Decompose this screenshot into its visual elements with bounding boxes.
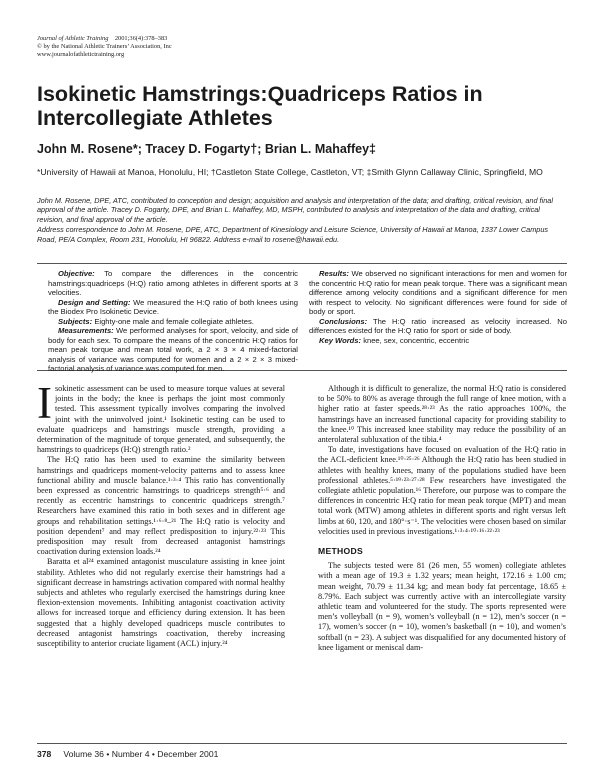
measurements-label: Measurements: xyxy=(58,326,114,335)
subjects-text: Eighty-one male and female collegiate athletes. xyxy=(94,316,254,326)
keywords-text: knee, sex, concentric, eccentric xyxy=(363,335,470,345)
contribution-notes xyxy=(37,196,567,245)
drop-cap: I xyxy=(37,378,52,428)
results-text: We observed no significant interactions for men and women for the concentric H:Q ratio for mean peak torque. There was a significant mean difference among velocity conditions and a significant difference for men with respect to velocity. No significant differences were found for side of body or sport. xyxy=(309,269,567,316)
page-number: 378 xyxy=(37,749,52,759)
journal-header xyxy=(37,35,172,59)
intro-paragraph-4: Although it is difficult to generalize, the normal H:Q ratio is considered to be 50% to 80% as average through the full range of knee motion, with a higher ratio at faster speeds.²⁸·²³ As the ratio approaches 100%, the hamstrings have an increased functional capacity for providing stability to the knee.¹⁰ This increased knee stability may reduce the possibility of an anterolateral subluxation of the tibia.⁴ xyxy=(318,384,566,445)
methods-paragraph-1: The subjects tested were 81 (26 men, 55 women) collegiate athletes with a mean age of 19.3 ± 1.32 years; mean height, 172.16 ± 1.00 cm; mean weight, 70.79 ± 11.34 kg; and mean body fat percentage, 18.65 ± 8.79%. Each subject was currently active with an intercollegiate varsity athletic team and volunteered for the study. The sports represented were men’s volleyball (n = 9), women’s volleyball (n = 12), men’s soccer (n = 17), women’s soccer (n = 10), women’s basketball (n = 10), and women’s softball (n = 23). A subject was disqualified for any documented history of knee ligament or meniscal dam- xyxy=(318,561,566,652)
body-right-column xyxy=(318,384,566,653)
abstract-results xyxy=(309,269,567,317)
body-left-column xyxy=(37,378,285,649)
contributions-statement: John M. Rosene, DPE, ATC, contributed to conception and design; acquisition and analysis and interpretation of the data; and drafting, critical revision, and final approval of the article. Tracey D. Fogarty, DPE, and Brian L. Mahaffey, MD, MSPH, contributed to analysis and interpretation of the data and drafting, critical revision, and final approval of the article. xyxy=(37,196,553,224)
journal-website: www.journalofathletictraining.org xyxy=(37,51,125,58)
subjects-label: Subjects: xyxy=(58,316,93,326)
correspondence-address: Address correspondence to John M. Rosene, DPE, ATC, Department of Kinesiology and Leisure Science, University of Hawaii at Manoa, 1337 Lower Campus Road, PE/A Complex, Room 231, Honolulu, HI 96822. Address e-mail to rosene@hawaii.edu. xyxy=(37,225,549,244)
journal-citation: 2001;36(4):378–383 xyxy=(114,35,168,42)
conclusions-label: Conclusions: xyxy=(319,316,368,326)
intro-paragraph-5: To date, investigations have focused on evaluation of the H:Q ratio in the ACL-deficient knee.¹⁰·²⁵·²⁶ Although the H:Q ratio has been studied in athletes with healthy knees, many of the populations studied have been professional athletes.⁵·¹⁹·²³·²⁷·²⁸ Few researchers have investigated the collegiate athletic population.¹⁶ Therefore, our purpose was to compare the differences in concentric H:Q ratio for mean peak torque (MPT) and mean total work (MTW) among athletes in different sports and right versus left limbs at 60, 120, and 180°·s⁻¹. The velocities were chosen based on similar velocities used in previous investigations.¹·³·⁴·¹⁰·¹⁶·²²·²³ xyxy=(318,445,566,536)
keywords-label: Key Words: xyxy=(319,335,362,345)
author-affiliations: *University of Hawaii at Manoa, Honolulu, HI; †Castleton State College, Castleton, VT; ‡Smith Glynn Callaway Clinic, Springfield, MO xyxy=(37,167,543,177)
measurements-text: We performed analyses for sport, velocity, and side of body for each sex. To compare the means of the concentric H:Q ratios for mean peak torque and mean total work, a 2 × 3 × 4 mixed-factorial analysis of variance was computed for women and a 2 × 2 × 3 mixed-factorial analysis of variance was computed for men. xyxy=(48,326,298,373)
abstract-design xyxy=(48,298,298,317)
copyright-line: © by the National Athletic Trainers’ Association, Inc xyxy=(37,43,172,50)
abstract-measurements xyxy=(48,326,298,374)
page-footer xyxy=(37,743,567,759)
abstract-right-column xyxy=(309,269,567,345)
design-label: Design and Setting: xyxy=(58,297,131,307)
article-title: Isokinetic Hamstrings:Quadriceps Ratios in Intercollegiate Athletes xyxy=(37,82,483,130)
intro-paragraph-3: Baratta et al²⁴ examined antagonist musculature assisting in knee joint stability. Athletes who did not regularly exercise their hamstrings had a significant decrease in hamstrings activation compared with normal healthy subjects and athletes who regularly exercised the hamstrings during knee flexion-extension movements. Inhibiting antagonist coactivation activity allows for increased torque and efficiency during extension. It has been suggested that a highly developed quadriceps muscle contributes to decreased antagonist hamstrings coactivation, thereby increasing susceptibility to anterior cruciate ligament (ACL) injury.²⁴ xyxy=(37,557,285,649)
journal-name: Journal of Athletic Training xyxy=(37,35,109,42)
abstract-left-column xyxy=(48,269,298,374)
intro-paragraph-2: The H:Q ratio has been used to examine the similarity between hamstrings and quadriceps moment-velocity patterns and to assess knee functional ability and muscle balance.¹·³·⁴ This ratio has conventionally been expressed as concentric hamstrings to quadriceps strength⁵·⁶ and recently as eccentric hamstrings to concentric quadriceps strength.⁷ Researchers have examined this ratio in both sexes and in different age groups and rehabilitation settings.¹·⁶·⁸–²¹ The H:Q ratio is velocity and position dependent⁷ and may reflect predisposition to injury.²²·²³ This predisposition may result from decreased antagonist hamstrings coactivation during extension loads.²⁴ xyxy=(37,455,285,557)
author-list: John M. Rosene*; Tracey D. Fogarty†; Brian L. Mahaffey‡ xyxy=(37,142,376,156)
abstract-conclusions xyxy=(309,317,567,336)
results-label: Results: xyxy=(319,269,349,278)
abstract-objective xyxy=(48,269,298,298)
objective-text: To compare the differences in the concentric hamstrings:quadriceps (H:Q) ratio among athletes in different sports at 3 velocities. xyxy=(48,269,298,297)
methods-heading: METHODS xyxy=(318,546,364,557)
intro-paragraph-1-text: sokinetic assessment can be used to measure torque values at several joints in the body; the knee is perhaps the joint most commonly tested. This assessment typically involves comparing the involved joint with the uninvolved joint.¹ Isokinetic testing can be used to evaluate quadriceps and hamstrings muscle strength, providing a determination of the magnitude of torque generated, and subsequently, the hamstrings to quadriceps (H:Q) strength ratio.² xyxy=(37,384,285,455)
objective-label: Objective: xyxy=(58,269,95,278)
abstract-keywords xyxy=(309,336,567,346)
conclusions-text: The H:Q ratio increased as velocity increased. No differences existed for the H:Q ratio for sport or side of body. xyxy=(309,316,567,335)
abstract-box xyxy=(37,263,567,371)
abstract-subjects xyxy=(48,317,298,327)
issue-info: Volume 36 • Number 4 • December 2001 xyxy=(63,749,219,759)
design-text: We measured the H:Q ratio of both knees using the Biodex Pro Isokinetic Device. xyxy=(48,297,298,316)
intro-paragraph-1 xyxy=(37,378,285,455)
